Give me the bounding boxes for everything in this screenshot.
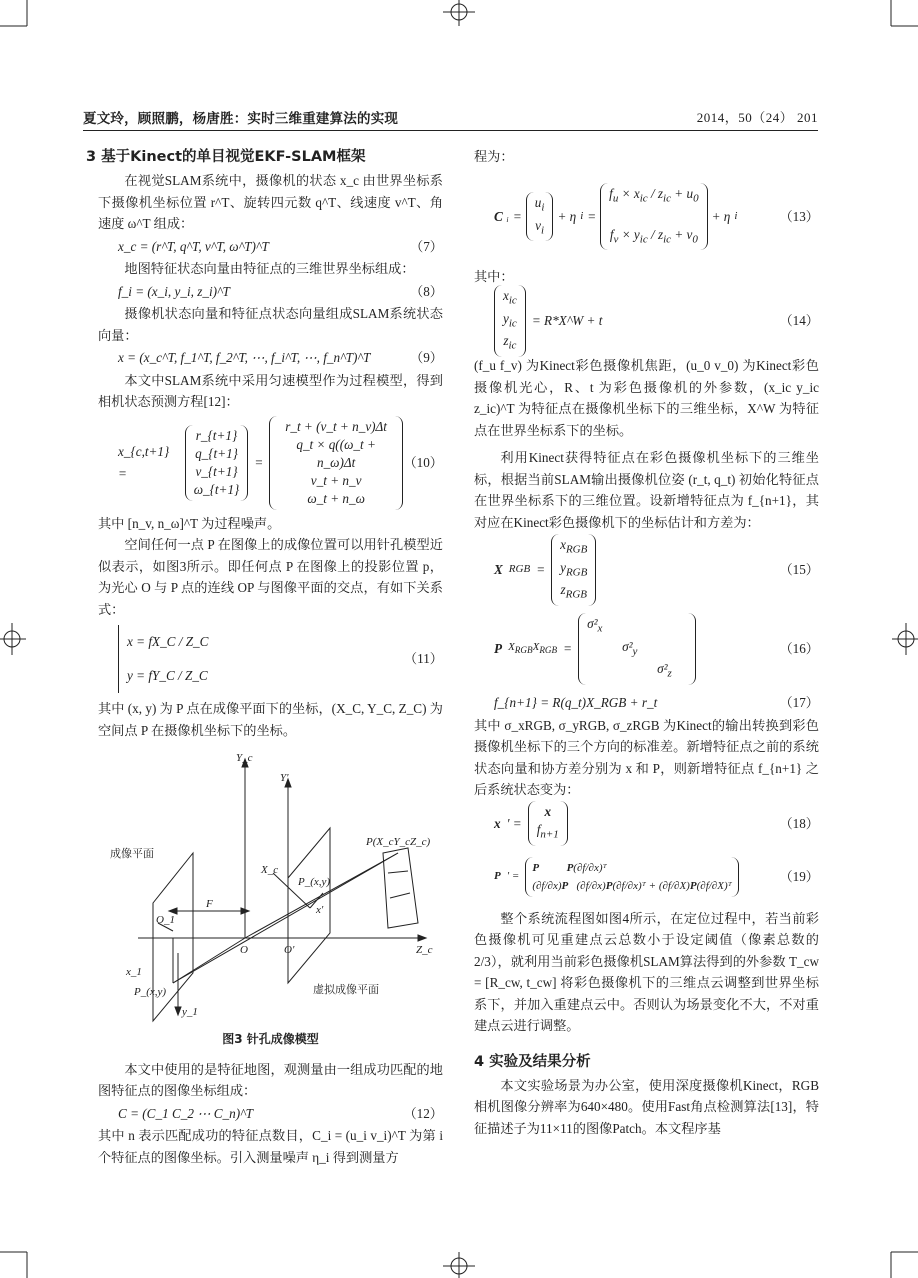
- equation-13: C ᵢ = $u_i$ $v_i$ + η i = $f_u \times x_{ic} / z_{ic} + u_0$ $f_v \times y_{ic} / z_{ic} + v_0$ + η i （13）: [474, 169, 819, 265]
- equation-14: $x_{ic}$ $y_{ic}$ $z_{ic}$ = R*X^W + t （14）: [474, 288, 819, 354]
- equation-19: P ′ = P P(∂f/∂x)ᵀ (∂f/∂x)P (∂f/∂x)P(∂f/∂x)ᵀ + (∂f/∂X)P(∂f/∂X)ᵀ （19）: [474, 847, 819, 907]
- equation-11: x = fX_C / Z_C y = fY_C / Z_C （11）: [98, 621, 443, 697]
- header-rule: [83, 130, 818, 131]
- paragraph: 本文中使用的是特征地图，观测量由一组成功匹配的地图特征点的图像坐标组成：: [98, 1061, 443, 1098]
- label-y1: y_1: [182, 1006, 198, 1018]
- paragraph: 其中 (x, y) 为 P 点在成像平面下的坐标，(X_C, Y_C, Z_C) 为空间点 P 在摄像机坐标下的坐标。: [98, 701, 443, 738]
- equation-12: C = (C_1 C_2 ⋯ C_n)^T （12）: [118, 1105, 443, 1121]
- label-o1: O_1: [156, 914, 175, 926]
- label-xprime: x': [316, 904, 324, 916]
- section-3-heading: 3 基于Kinect的单目视觉EKF-SLAM框架: [86, 149, 366, 165]
- equation-9: x = (x_c^T, f_1^T, f_2^T, ⋯, f_i^T, ⋯, f_n^T)^T （9）: [118, 350, 443, 365]
- section-4-heading: 4 实验及结果分析: [474, 1053, 591, 1070]
- paragraph: (f_u f_v) 为Kinect彩色摄像机焦距，(u_0 v_0) 为Kinect彩色摄像机光心，R、t 为彩色摄像机的外参数，(x_ic y_ic z_ic)^T 为特征点在摄像机坐标下的三维坐标，X^W 为特征点在世界坐标系下的坐标。: [474, 358, 819, 438]
- paragraph: 其中：: [474, 268, 514, 284]
- label-o: O: [240, 944, 248, 956]
- paragraph: 其中 n 表示匹配成功的特征点数目，C_i = (u_i v_i)^T 为第 i 个特征点的图像坐标。引入测量噪声 η_i 得到测量方: [98, 1128, 443, 1165]
- figure-3-caption: 图3 针孔成像模型: [222, 1032, 319, 1046]
- label-f: F: [206, 898, 213, 910]
- equation-10: x_{c,t+1} = r_{t+1} q_{t+1} v_{t+1} ω_{t+1} = r_t + (v_t + n_v)Δt q_t × q((ω_t + n_ω)Δt v_t + n_v ω_t + n_ω （10）: [98, 414, 443, 512]
- label-image-plane: 成像平面: [110, 848, 154, 860]
- paragraph: 地图特征状态向量由特征点的三维世界坐标组成：: [124, 261, 415, 276]
- paragraph: 在视觉SLAM系统中，摄像机的状态 x_c 由世界坐标系下摄像机坐标位置 r^T、旋转四元数 q^T、线速度 v^T、角速度 ω^T 组成：: [98, 173, 443, 231]
- label-p1xy: P_(x,y): [134, 986, 167, 998]
- equation-15: X RGB = $x_{RGB}$ $y_{RGB}$ $z_{RGB}$ （15）: [474, 534, 819, 606]
- equation-8: f_i = (x_i, y_i, z_i)^T （8）: [118, 283, 443, 299]
- label-x1: x_1: [126, 966, 142, 978]
- running-header-issue: 2014，50（24） 201: [696, 110, 818, 125]
- paragraph: 整个系统流程图如图4所示，在定位过程中，若当前彩色摄像机可见重建点云总数小于设定阈值（像素总数的2/3），就利用当前彩色摄像机SLAM算法得到的外参数 T_cw = [R_cw, t_cw] 将彩色摄像机下的三维点云调整到世界坐标系下，并加入重建点云中。否则认为场景变化不大，不对重建点云进行调整。: [474, 910, 819, 1033]
- label-virtual-plane: 虚拟成像平面: [313, 984, 379, 996]
- paragraph: 本文中SLAM系统中采用匀速模型作为过程模型，得到相机状态预测方程[12]：: [98, 372, 443, 409]
- paragraph: 利用Kinect获得特征点在彩色摄像机坐标下的三维坐标，根据当前SLAM输出摄像机位姿 (r_t, q_t) 初始化特征点在世界坐标系下的三维位置。设新增特征点为 f_{n+1}，其对应在Kinect彩色摄像机下的坐标估计和方差为：: [474, 450, 819, 530]
- running-header-authors: 夏文玲，顾照鹏，杨唐胜：实时三维重建算法的实现: [83, 111, 399, 127]
- label-zc: Z_c: [416, 944, 433, 956]
- pinhole-diagram: [98, 752, 443, 1018]
- left-column: [86, 146, 443, 1168]
- label-pxy: P_(x,y): [298, 876, 331, 888]
- label-xc: X_c: [261, 864, 279, 876]
- label-oprime: O': [284, 944, 295, 956]
- label-yprime: Y': [280, 772, 289, 784]
- equation-18: x ′ = x $f_{n+1}$ （18）: [474, 802, 819, 846]
- prediction-vector: r_t + (v_t + n_v)Δt q_t × q((ω_t + n_ω)Δt v_t + n_v ω_t + n_ω: [269, 416, 403, 510]
- equation-7: x_c = (r^T, q^T, v^T, ω^T)^T （7）: [118, 238, 443, 254]
- label-point-p: P(X_cY_cZ_c): [366, 836, 431, 848]
- figure-3-pinhole-model: [98, 752, 443, 1018]
- paragraph: 程为：: [474, 149, 514, 164]
- paragraph: 摄像机状态向量和特征点状态向量组成SLAM系统状态向量：: [98, 306, 443, 343]
- paragraph: 空间任何一点 P 在图像上的成像位置可以用针孔模型近似表示，如图3所示。即任何点 P 在图像上的投影位置 p，为光心 O 与 P 点的连线 OP 与图像平面的交点，有如下关系式：: [98, 537, 443, 617]
- equation-17: f_{n+1} = R(q_t)X_RGB + r_t （17）: [494, 695, 819, 710]
- equation-16: P $X_{RGB}X_{RGB}$ = $\sigma^2_x$ $\sigma^2_y$ $\sigma^2_z$ （16）: [474, 607, 819, 691]
- state-vector: r_{t+1} q_{t+1} v_{t+1} ω_{t+1}: [185, 425, 249, 501]
- paragraph: 其中 σ_xRGB, σ_yRGB, σ_zRGB 为Kinect的输出转换到彩色摄像机坐标下的三个方向的标准差。新增特征点之前的系统状态向量和协方差分别为 x 和 P，则新增特征点 f_{n+1} 之后系统状态变为：: [474, 717, 819, 797]
- paragraph: 本文实验场景为办公室，使用深度摄像机Kinect，RGB相机图像分辨率为640×480。使用Fast角点检测算法[13]，特征描述子为11×11的图像Patch。本文程序基: [474, 1077, 819, 1136]
- label-yc: Y_c: [236, 752, 253, 764]
- paragraph: 其中 [n_v, n_ω]^T 为过程噪声。: [98, 515, 281, 531]
- right-column: [474, 146, 819, 1139]
